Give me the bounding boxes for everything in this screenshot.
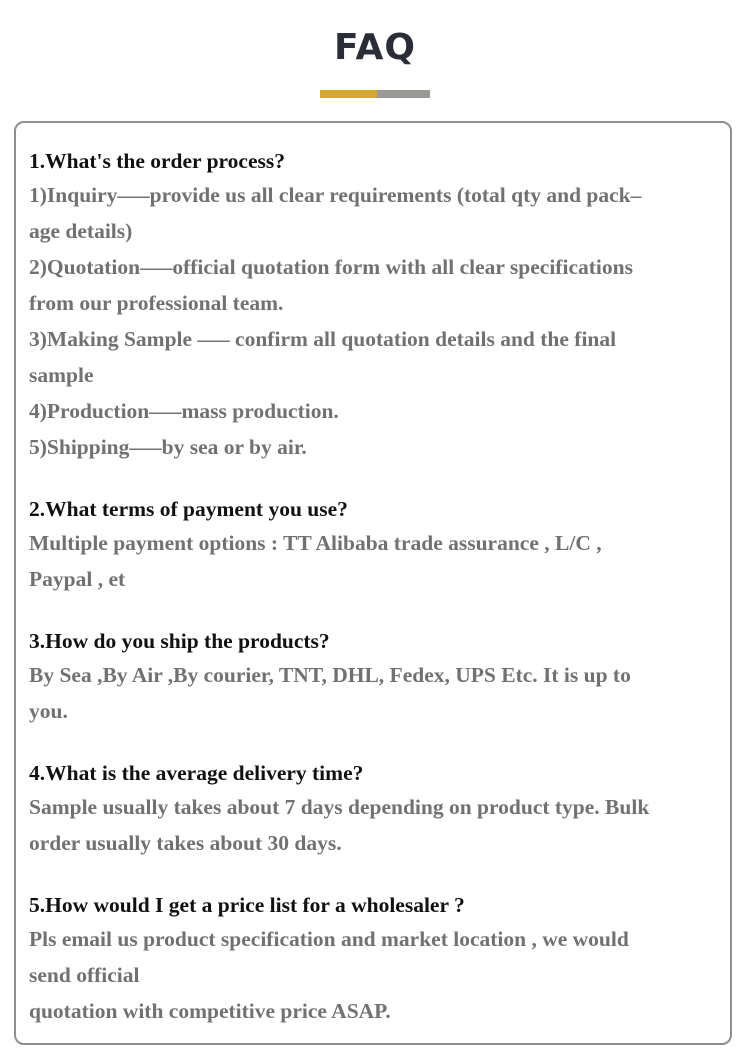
title-underline xyxy=(320,90,430,98)
faq-question: 4.What is the average delivery time? xyxy=(29,761,364,785)
answer-line: Paypal , et xyxy=(29,567,126,591)
answer-line: send official xyxy=(29,963,140,987)
faq-item xyxy=(29,757,725,861)
underline-gray-segment xyxy=(377,90,430,98)
faq-item xyxy=(29,889,725,1029)
answer-line: By Sea ,By Air ,By courier, TNT, DHL, Fedex, UPS Etc. It is up to xyxy=(29,663,631,687)
faq-question: 5.How would I get a price list for a wholesaler ? xyxy=(29,893,465,917)
faq-answer xyxy=(29,789,725,861)
answer-line: from our professional team. xyxy=(29,291,284,315)
answer-line: 4)Production–––mass production. xyxy=(29,399,339,423)
faq-card xyxy=(14,121,732,1045)
faq-question: 1.What's the order process? xyxy=(29,149,285,173)
faq-question: 3.How do you ship the products? xyxy=(29,629,330,653)
underline-accent-segment xyxy=(320,90,377,98)
page-title: FAQ xyxy=(334,27,416,68)
faq-answer xyxy=(29,525,725,597)
answer-line: Sample usually takes about 7 days depending on product type. Bulk xyxy=(29,795,650,819)
answer-line: Multiple payment options : TT Alibaba trade assurance , L/C , xyxy=(29,531,602,555)
answer-line: 5)Shipping–––by sea or by air. xyxy=(29,435,307,459)
faq-question: 2.What terms of payment you use? xyxy=(29,497,348,521)
answer-line: age details) xyxy=(29,219,133,243)
answer-line: Pls email us product specification and market location , we would xyxy=(29,927,629,951)
faq-item xyxy=(29,625,725,729)
faq-answer xyxy=(29,177,725,465)
faq-list xyxy=(29,145,725,1057)
answer-line: quotation with competitive price ASAP. xyxy=(29,999,391,1023)
faq-answer xyxy=(29,657,725,729)
faq-item xyxy=(29,493,725,597)
answer-line: you. xyxy=(29,699,68,723)
answer-line: 1)Inquiry–––provide us all clear requirements (total qty and pack– xyxy=(29,183,642,207)
answer-line: 3)Making Sample ––– confirm all quotation details and the final xyxy=(29,327,617,351)
faq-answer xyxy=(29,921,725,1029)
answer-line: 2)Quotation–––official quotation form with all clear specifications xyxy=(29,255,633,279)
faq-item xyxy=(29,145,725,465)
answer-line: order usually takes about 30 days. xyxy=(29,831,342,855)
answer-line: sample xyxy=(29,363,94,387)
